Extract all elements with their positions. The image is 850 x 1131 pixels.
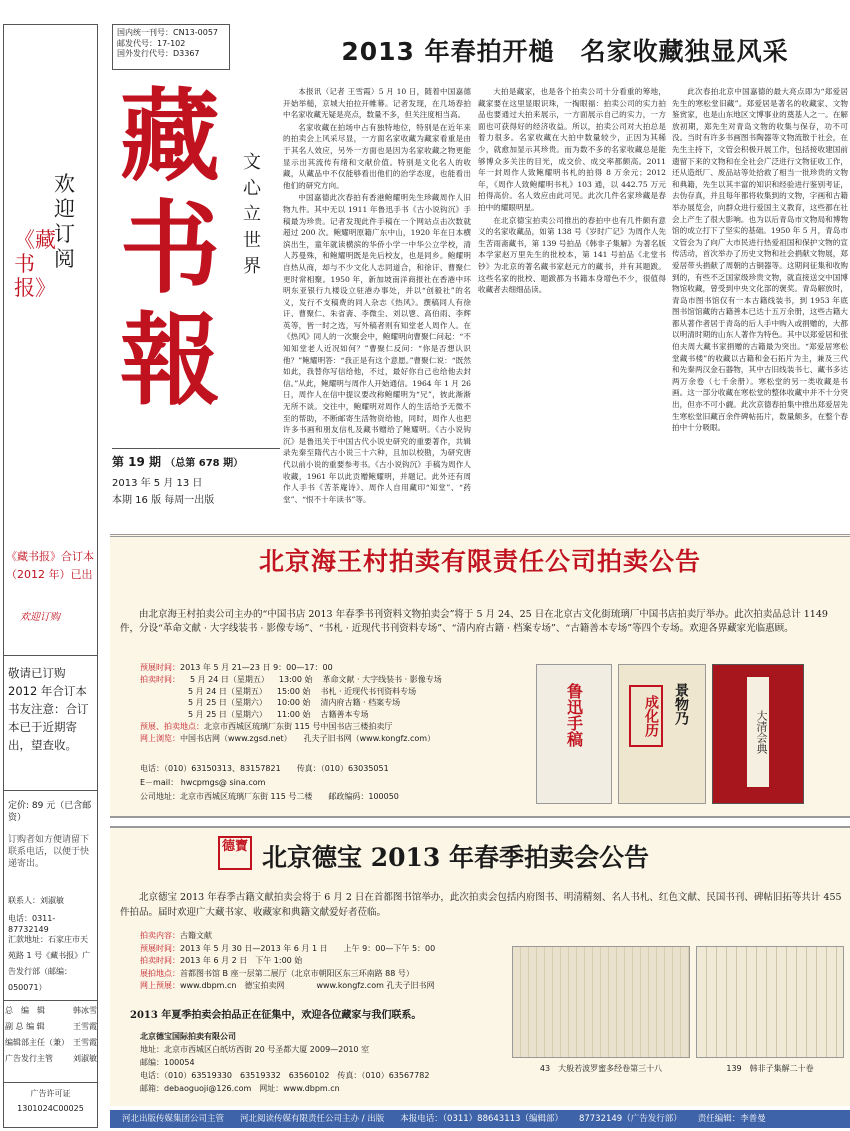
footer-tel: 本报电话：（0311）88643113（编辑部） — [400, 1114, 563, 1124]
divider — [3, 655, 98, 656]
postal-code: 邮发代号：17-102 — [117, 38, 186, 48]
article-paragraph: 本报讯（记者 王雪霞）5 月 10 日，随着中国嘉德开始举槌，京城大拍拉开帷幕。记者发现，在几场春拍中名家收藏无疑是亮点，数量不多，但关注度相当高。 — [283, 87, 471, 120]
staff-row: 副 总 编 辑 王雪霞 — [5, 1022, 97, 1031]
ad2-image-sutra — [512, 946, 690, 1058]
issue-edition: 本期 16 版 每周一出版 — [112, 495, 215, 506]
session-row: 拍卖时间： 5 月 24 日（星期五） 13:00 始 革命文献 · 大字线装书 · 影像专场 — [140, 674, 442, 684]
issue-date: 2013 年 5 月 13 日 — [112, 478, 203, 489]
ad2-contact: 北京德宝国际拍卖有限公司 地址：北京市西城区白纸坊西街 20 号圣都大厦 2009—2010 室 邮编：100054 电话：（010）63519330 63519332 63560102 传真：（010）63567782 邮箱：debaoguoji@126.com 网址：www.dbpm.cn — [140, 1032, 430, 1093]
staff-list — [5, 1006, 97, 1070]
ad1-contact — [140, 762, 540, 804]
staff-row: 广告发行主管 刘淑敏 — [5, 1054, 97, 1063]
ad2-caption-1: 43 大般若波罗蜜多经卷第三十八 — [539, 1064, 663, 1073]
issn: 国内统一刊号：CN13-0057 — [117, 28, 218, 37]
subscriber-notice: 敬请已订购 2012 年合订本书友注意：合订本已于近期寄出，望查收。 — [8, 666, 89, 752]
article-paragraph: 名家收藏在拍场中占有独特地位，特别是在近年来的拍卖会上风采尽显，一方面名家收藏为藏家看重是由于其名人效应，另外一方面也是因为名家收藏之物更能显示出其流传有绪和文献价值。特别是文化名人的收藏，从藏品中不仅能够看出他们的治学态度，也能看出他们的研究方向。 — [283, 122, 471, 190]
issue-total: （总第 678 期） — [165, 458, 244, 469]
session-row: 5 月 24 日（星期五） 15:00 始 书札 · 近现代书刊资料专场 — [188, 686, 417, 696]
article-paragraph: 中国嘉德此次春拍有香港鲍耀明先生珍藏周作人旧物九件。其中无以 1911 年鲁迅手书《古小说钩沉》手稿最为珍贵。记者发现此件手稿在一个网站点击次数就超过 200 次。鲍耀明原籍广东中山，1920 年在日本横滨出生，童年就读横滨的华侨小学一中华公立学校，清人苏曼殊，和鲍耀明既是先后校友，也是同乡。鲍耀明自热从商，却与不少文化人志同道合，和徐讦、曹聚仁更时常相聚。1950 年，新加坡南洋商报社在香港中环明东亚银行九楼设立驻港办事处，并以“创毅社”的名义，发行不支稿费的同人杂志《热风》。撰稿同人有徐讦、曹聚仁、朱省斋、李微尘、刘以鬯、高伯雨、李辉英等，皆一时之选，写外稿者则有知堂老人周作人。在《热风》同人的一次聚会中，鲍耀明向曹聚仁问起：“不知知堂老人近况如何？”曹聚仁反问：“你是否想认识他？”鲍耀明答：“我正是有这个意愿。”曹聚仁说：“既然如此，我替你写信给他，不过，最好你自己也给他去封信。”从此，鲍耀明与周作人开始通信。1964 年 1 月 26 日，周作人在信中提议要改称鲍耀明为“兄”，彼此渐渐无所不谈。交往中，鲍耀明对周作人的生活给予无微不至的帮助，不断邮寄生活物资给他，同时，周作人也把许多书画和朋友信札及藏书赠给了鲍耀明。《古小说钩沉》是鲁迅关于中国古代小说史研究的重要著作，共辑录先秦至隋代古小说三十六种，且加以校勘，为研究唐代以前小说的重要参考书。《古小说钩沉》手稿为周作人收藏，1961 年以此贡赠鲍耀明，并题记。此外还有周作人手书《苦茶庵诗》、周作人自用藏印“知堂”、“药堂”、“恨不十年读书”等。 — [283, 193, 471, 504]
welcome-line1: 欢迎订阅 — [54, 172, 75, 271]
divider — [3, 1000, 98, 1001]
session-row: 5 月 25 日（星期六） 11:00 始 古籍善本专场 — [188, 710, 369, 720]
article-col-3 — [672, 86, 848, 534]
divider — [3, 790, 98, 791]
footer-tel-ad: 87732149（广告发行部） — [578, 1114, 682, 1124]
ad2-image-hanfeizi — [696, 946, 844, 1058]
debao-seal: 德寶 — [218, 836, 252, 870]
welcome-line2: 《藏书报》 — [14, 228, 56, 300]
ad1-email: E－mail： hwcpmgs@ sina.com — [140, 778, 266, 787]
article-col-1 — [283, 86, 471, 534]
license-label: 广告许可证 — [3, 1082, 98, 1100]
remit-address: 汇款地址：石家庄市天苑路 1 号《藏书报》广告发行部（邮编：050071） — [8, 935, 91, 992]
ad1-image-manuscript: 鲁迅手稿 — [536, 664, 612, 804]
promo-annual: 《藏书报》合订本（2012 年）已出 — [6, 550, 94, 581]
article-col-2 — [478, 86, 666, 534]
contact-person: 联系人：刘淑敏 — [8, 896, 64, 905]
ad1-tel: 电话：（010）63150313、83157821 传真：（010）63035051 — [140, 764, 389, 773]
ad2-caption-2: 139 韩非子集解二十卷 — [726, 1064, 814, 1073]
ad1-image-book: 成化历 景物乃 — [618, 664, 706, 804]
ad1-schedule: 预展时间：2013 年 5 月 21—23 日 9：00—17：00 拍卖时间： 5 月 24 日（星期五） 13:00 始 革命文献 · 大字线装书 · 影像专场 5 月 24 日（星期五） 15:00 始 书札 · 近现代书刊资料专场 5 月 25 日（星期六） 10:00 始 清内府古籍 · 档案专场 5 月 25 日（星期六） 11:00 始 古籍善本专场 预展、拍卖地点：北京市西城区琉璃厂东街 115 号中国书店三楼拍卖厅 网上浏览：中国书店网（www.zgsd.net） 孔夫子旧书网（www.kongfz.com） — [140, 662, 540, 745]
staff-row: 编辑部主任（兼） 王雪霞 — [5, 1038, 97, 1047]
issue-number: 第 19 期 — [112, 455, 162, 469]
article-paragraph: 大拍是藏家，也是各个拍卖公司十分看重的筹地，藏家要在这里显眼识珠，一掏眼福：拍卖公司的实力拍品也要通过大拍来展示，一方面展示自己的实力，一方面也可获得好的经济收益。所以，拍卖公司对大拍总是着力很多。名家收藏在大拍中数量较少，正因为其稀少，就愈加显示其珍贵。而为数不多的名家收藏总是能够博众多关注的目光，成交价、成交率都颇高。2011 年一封周作人致鲍耀明书札的拍得 8 万余元；2012 年，《周作人致鲍耀明书札》103 通，以 442.75 万元拍得高价。名人效应由此可见。此次几件名家珍藏是春拍中的耀眼明星。 — [478, 87, 666, 212]
footer-supervisor: 河北出版传媒集团公司主管 — [122, 1114, 225, 1124]
ad1-image-redbook: 大清会典 — [712, 664, 804, 804]
price: 定价: 89 元（已含邮资） — [8, 801, 92, 823]
article-paragraph: 此次春拍北京中国嘉德的最大亮点即为“郑爱居先生的寒松堂旧藏”。郑爱居是著名的收藏家、文物鉴赏家，也是山东地区文博事业的奠基人之一。在解放初期，郑先生对青岛文物的收集与保存，功不可没。当时有许多书画图书陶器等文物流散于社会，在先生主持下，文管会积极开展工作，包括接收建国前遗留下来的文物和在全社会广泛进行文物征收工作，还从造纸厂、废品站等处拾救了相当一批珍贵的文物和典籍，先生以其丰富的知识和经验进行鉴别考证，去伪存真，并且每年都将收集到的文物，字画和古籍举办展览会，向群众进行爱国主义教育，这些都在社会上产生了很大影响。也为以后青岛市文物局和博物馆的成立打下了坚实的基础。1950 年 5 月，青岛市文管会为了向广大市民进行热爱祖国和保护文物的宣传活动，首次举办了历史文物和社会捐献文物展，郑爱居带头捐献了周朝的古铜器等。这期间征集和收购到的，有些不乏国家级珍贵文物，就直接送交中国博物馆收藏，曾受到中央文化部的褒奖。青岛解放时，青岛市图书馆仅有一本古籍线装书，到 1953 年底图书馆馆藏的古籍善本已达十五万余册，这些古籍大都从著作者居于青岛的后人手中购入或捐赠的，大都以明清时期的山东人著作为特色。其中以郑爱居和张伯夫周大藏书家捐赠的古籍最为突出。“郑爱居寒松堂藏书楼”的收藏以古籍和金石拓片为主，兼及三代和先秦两汉金石器物，其中古旧线装书七、藏书多达两万余卷（七千余册）。寒松堂的另一类收藏是书画。这一部分收藏在寒松堂的整体收藏中并不十分突出，但亦不可小觑。此次京德春拍集中推出郑爱居先生寒松堂旧藏百余件碑帖拓片，数量颇多，在整个春拍中十分吸眼。 — [672, 87, 848, 433]
ad2-intro: 北京德宝 2013 年春季古籍文献拍卖会将于 6 月 2 日在首都图书馆举办，此次拍卖会包括内府图书、明清精刻、名人书札、红色文献、民国书刊、碑帖旧拓等共计 455 件拍品。届时欢迎广大藏书家、收藏家和典籍文献爱好者莅临。 — [120, 892, 842, 918]
ad2-call: 2013 年夏季拍卖会拍品正在征集中，欢迎各位藏家与我们联系。 — [130, 1010, 422, 1021]
staff-row: 总 编 辑 韩冰雪 — [5, 1006, 97, 1015]
promo-order: 欢迎订购 — [20, 612, 60, 623]
article-headline: 2013 年春拍开槌 名家收藏独显风采 — [341, 37, 789, 66]
order-note: 订购者如方便请留下联系电话，以便于快递寄出。 — [8, 835, 90, 869]
footer-bar — [110, 1110, 850, 1128]
masthead-logo: 藏 书 報 — [120, 77, 220, 419]
session-row: 5 月 25 日（星期六） 10:00 始 清内府古籍 · 档案专场 — [188, 698, 401, 708]
ad1-intro: 由北京海王村拍卖公司主办的“中国书店 2013 年春季书刊资料文物拍卖会”将于 5 月 24、25 日在北京古文化街琉璃厂中国书店拍卖厅举办。此次拍卖品总计 1149 件，分设“革命文献 · 大字线装书 · 影像专场”、“书札 · 近现代书刊资料专场”、“清内府古籍 · 档案专场”、“古籍善本专场”等四个专场。欢迎各界藏家光临惠顾。 — [120, 609, 828, 634]
footer-publisher: 河北阅读传媒有限责任公司主办 / 出版 — [240, 1114, 385, 1124]
ad2-title: 北京德宝 2013 年春季拍卖会公告 — [262, 843, 649, 872]
license-number: 1301024C00025 — [17, 1104, 84, 1113]
ad1-title: 北京海王村拍卖有限责任公司拍卖公告 — [258, 547, 701, 576]
contact-phone: 电话：0311-87732149 — [8, 914, 56, 934]
ad1-address: 公司地址：北京市西城区琉璃厂东街 115 号二楼 邮政编码：100050 — [140, 792, 399, 801]
foreign-code: 国外发行代号：D3367 — [117, 49, 200, 58]
ad2-schedule: 拍卖内容：古籍文献 预展时间：2013 年 5 月 30 日—2013 年 6 月 1 日 上午 9：00—下午 5：00 拍卖时间：2013 年 6 月 2 日 下午 1:00 始 展拍地点：首都图书馆 B 座一层第二展厅（北京市朝阳区东三环南路 88 号） 网上预展：www.dbpm.cn 德宝拍卖网 www.kongfz.com 孔夫子旧书网 — [140, 931, 436, 990]
registration-box — [112, 24, 230, 70]
masthead-slogan: 文心立世界 — [243, 152, 261, 277]
footer-editor: 责任编辑：李普曼 — [697, 1114, 766, 1124]
issue-box — [112, 448, 280, 528]
article-paragraph: 在北京德宝拍卖公司推出的春拍中也有几件颇有意义的名家收藏品，如第 138 号《岁时广记》为周作人先生苦雨斋藏书，第 139 号拍品《韩非子集解》为著名版本学家赵万里先生的批校本，第 141 号拍品《北堂书钞》为北京的著名藏书家赵元方的藏书，并有其题跋。这些名家的批校、题跋都为书籍本身增色不少，很值得收藏者去细细品读。 — [478, 215, 666, 295]
